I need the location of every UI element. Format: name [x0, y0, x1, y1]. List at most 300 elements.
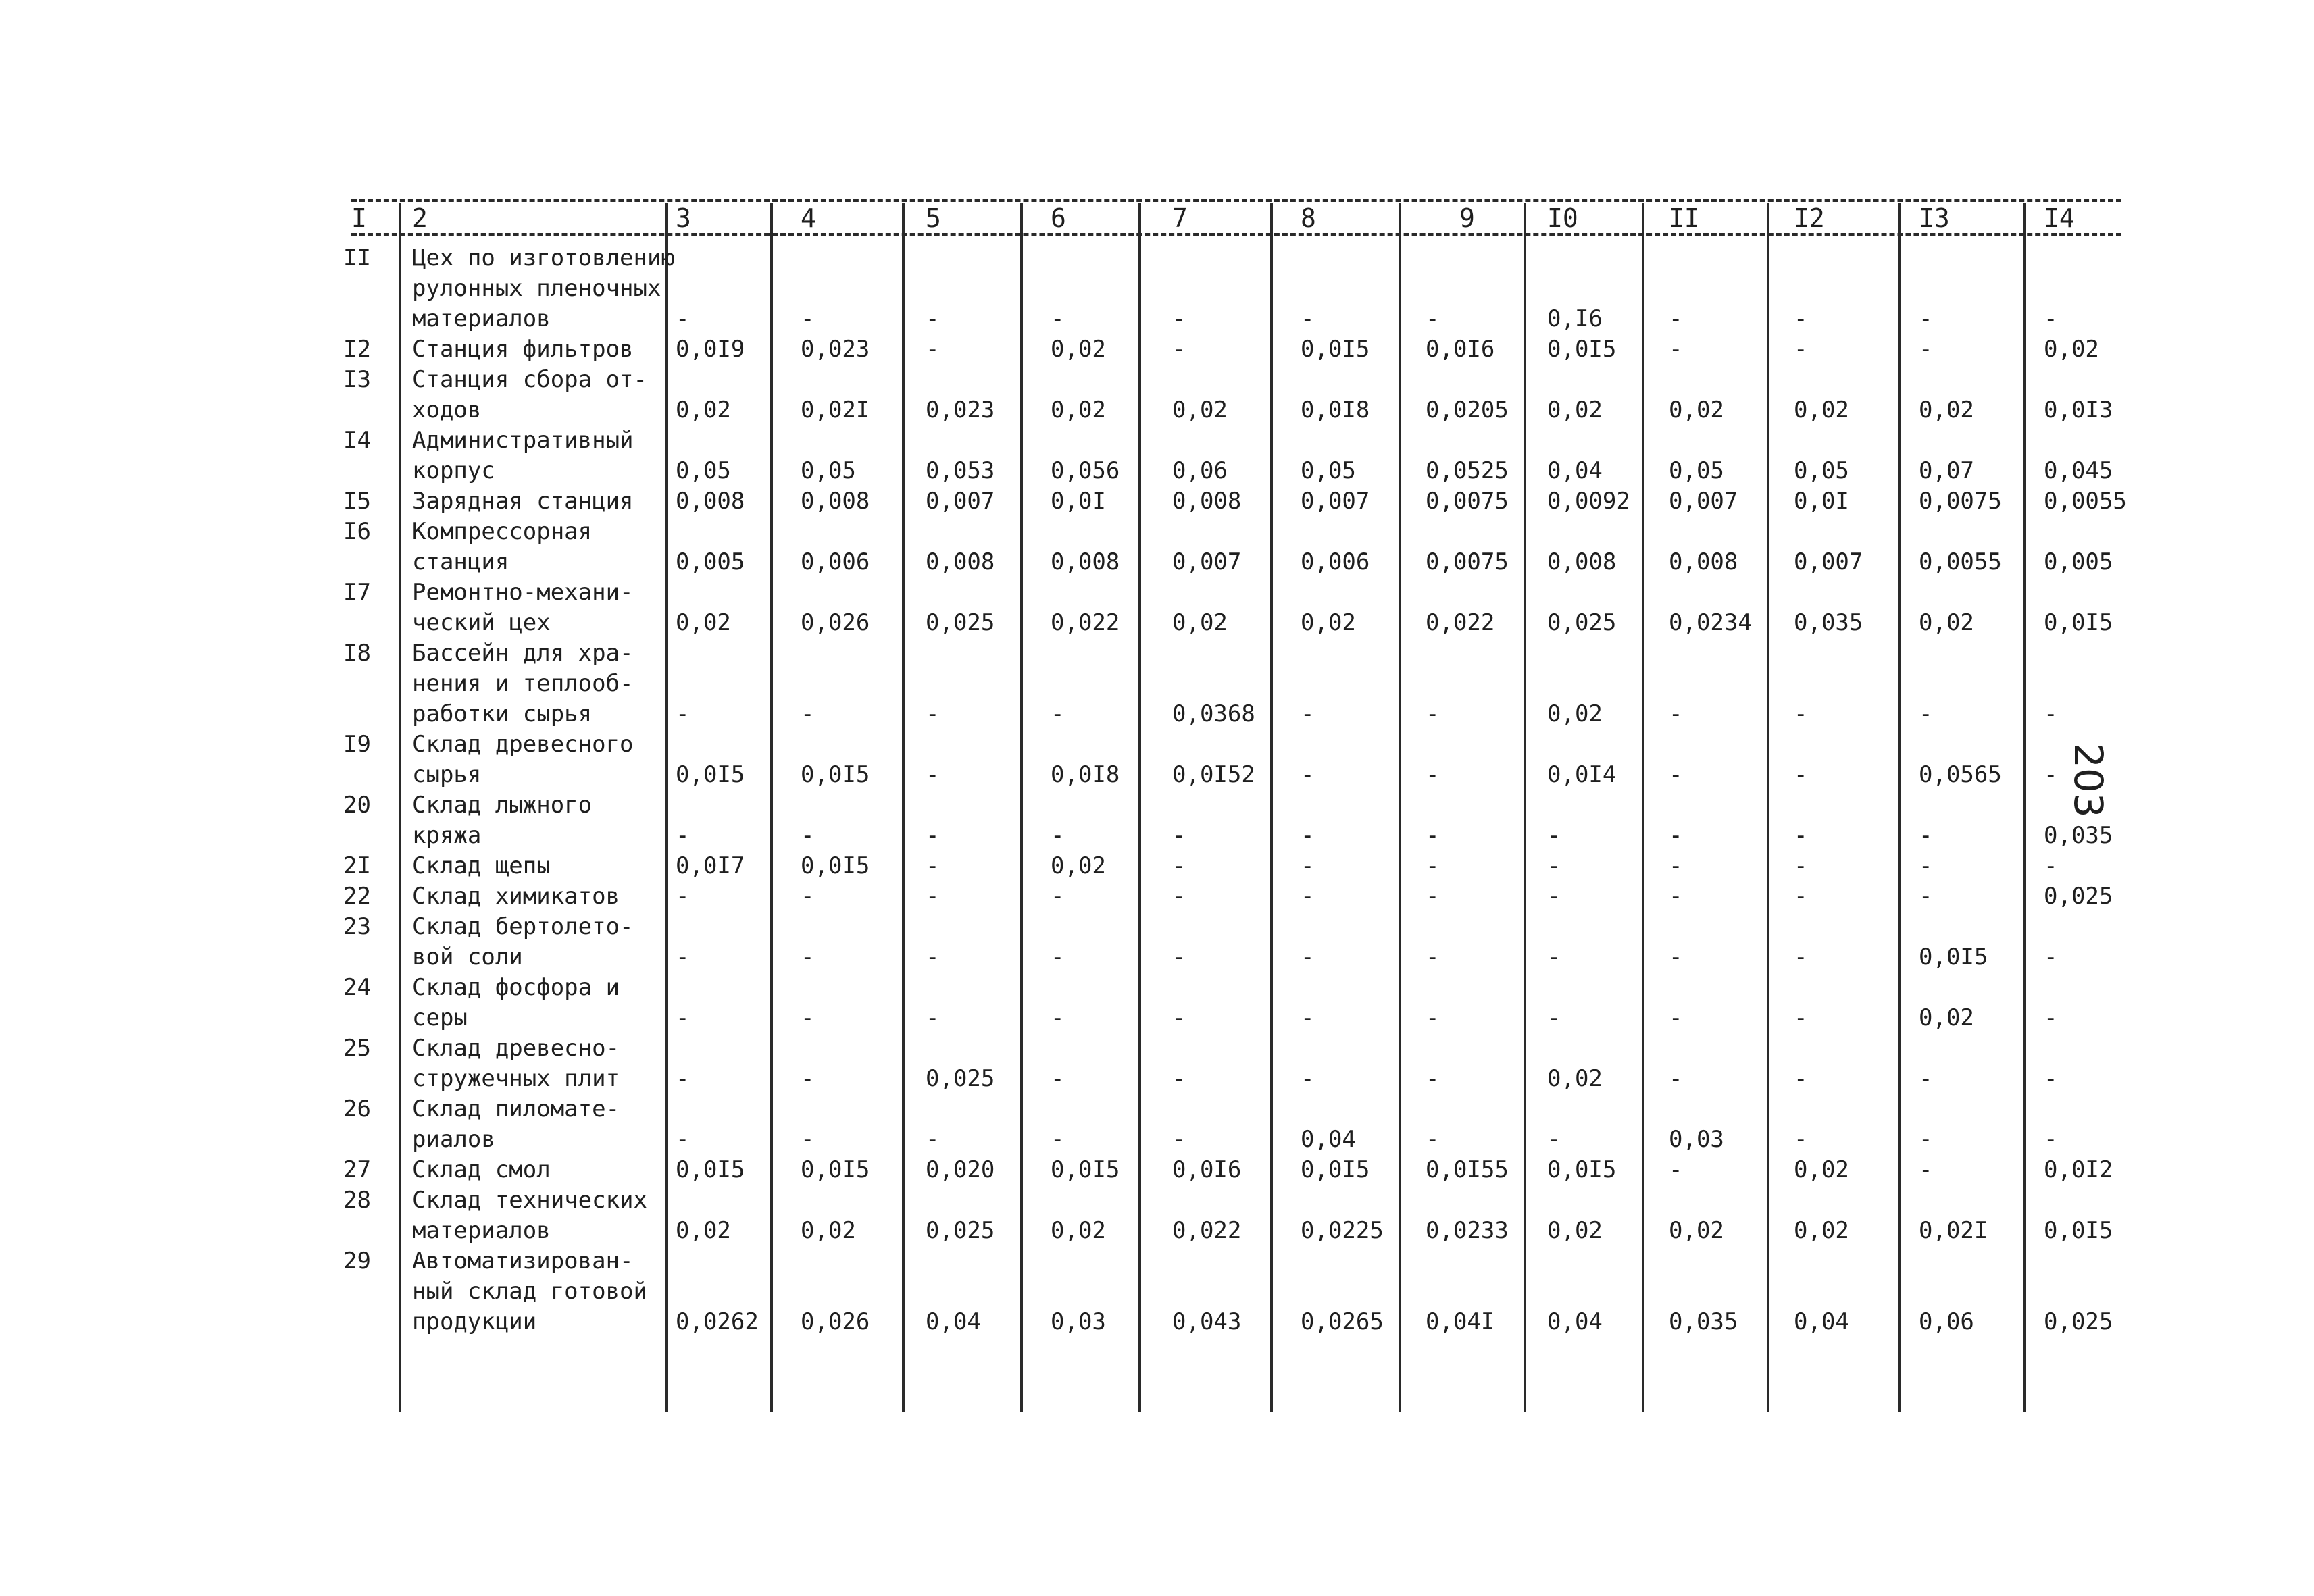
table-cell: -	[1051, 822, 1065, 849]
column-rule	[1270, 203, 1273, 1412]
table-cell: 0,0233	[1426, 1217, 1509, 1244]
table-cell: -	[801, 700, 815, 727]
table-cell: -	[801, 822, 815, 849]
table-cell: 0,008	[1051, 548, 1120, 575]
column-rule	[1399, 203, 1401, 1412]
table-cell: -	[1547, 852, 1561, 879]
table-cell: -	[801, 1004, 815, 1031]
table-cell: 0,007	[1301, 488, 1370, 515]
table-cell: 0,007	[1669, 488, 1738, 515]
table-cell: 0,02	[2044, 336, 2099, 363]
table-cell: -	[1669, 700, 1683, 727]
table-cell: 0,0I6	[1426, 336, 1495, 363]
table-cell: 0,026	[801, 1308, 870, 1335]
table-cell: 0,02	[1547, 700, 1603, 727]
table-cell: 0,0I	[1051, 488, 1106, 515]
row-name-line: ный склад готовой	[412, 1278, 647, 1305]
table-cell: -	[1794, 1004, 1808, 1031]
table-cell: -	[1547, 822, 1561, 849]
table-cell: -	[926, 1126, 940, 1153]
table-cell: -	[1669, 1065, 1683, 1092]
table-cell: 0,0265	[1301, 1308, 1384, 1335]
table-cell: 0,056	[1051, 457, 1120, 484]
row-name-line: Склад химикатов	[412, 883, 620, 910]
table-cell: 0,I6	[1547, 305, 1603, 332]
table-cell: 0,0I6	[1172, 1156, 1242, 1183]
table-cell: 0,0055	[2044, 488, 2127, 515]
table-cell: 0,0I9	[676, 336, 745, 363]
table-cell: 0,02	[676, 1217, 731, 1244]
table-cell: -	[2044, 700, 2058, 727]
table-cell: 0,008	[1547, 548, 1617, 575]
table-cell: 0,04	[1547, 457, 1603, 484]
table-cell: -	[1051, 1004, 1065, 1031]
row-name-line: серы	[412, 1004, 468, 1031]
table-cell: 0,006	[1301, 548, 1370, 575]
table-cell: -	[1301, 852, 1315, 879]
table-cell: -	[2044, 1126, 2058, 1153]
table-cell: -	[1301, 883, 1315, 910]
table-cell: -	[1547, 1126, 1561, 1153]
table-cell: -	[1301, 305, 1315, 332]
table-top-rule	[351, 199, 2121, 202]
row-name-line: Склад смол	[412, 1156, 551, 1183]
row-number: 27	[343, 1156, 371, 1183]
column-rule	[902, 203, 905, 1412]
table-cell: -	[676, 700, 690, 727]
table-cell: 0,05	[1669, 457, 1724, 484]
table-cell: 0,02	[1919, 609, 1974, 636]
table-cell: -	[1051, 305, 1065, 332]
table-cell: -	[2044, 305, 2058, 332]
table-cell: 0,0075	[1426, 548, 1509, 575]
table-cell: 0,025	[926, 1065, 995, 1092]
table-cell: 0,0225	[1301, 1217, 1384, 1244]
table-cell: -	[1669, 883, 1683, 910]
table-cell: 0,0I5	[2044, 609, 2113, 636]
table-cell: 0,005	[676, 548, 745, 575]
table-cell: 0,0I5	[1919, 944, 1988, 971]
table-cell: -	[2044, 1065, 2058, 1092]
table-cell: 0,005	[2044, 548, 2113, 575]
table-cell: 0,035	[2044, 822, 2113, 849]
table-cell: 0,06	[1172, 457, 1228, 484]
table-cell: -	[676, 305, 690, 332]
table-cell: -	[1794, 852, 1808, 879]
table-cell: -	[1172, 852, 1186, 879]
row-number: 24	[343, 974, 371, 1001]
table-cell: 0,0I5	[1547, 1156, 1617, 1183]
table-cell: 0,04	[1794, 1308, 1849, 1335]
column-rule	[770, 203, 773, 1412]
table-cell: 0,05	[676, 457, 731, 484]
table-cell: 0,043	[1172, 1308, 1242, 1335]
row-name-line: корпус	[412, 457, 495, 484]
table-cell: -	[1301, 700, 1315, 727]
table-cell: 0,02	[1794, 1156, 1849, 1183]
table-cell: 0,02	[1172, 609, 1228, 636]
table-cell: 0,0I5	[1547, 336, 1617, 363]
table-cell: 0,02	[1547, 1065, 1603, 1092]
table-cell: -	[1051, 883, 1065, 910]
table-cell: -	[1547, 1004, 1561, 1031]
table-cell: -	[1426, 700, 1440, 727]
table-cell: 0,020	[926, 1156, 995, 1183]
table-cell: 0,008	[1172, 488, 1242, 515]
row-name-line: Склад щепы	[412, 852, 551, 879]
column-header: 2	[412, 203, 428, 233]
table-cell: -	[2044, 944, 2058, 971]
table-cell: -	[1426, 305, 1440, 332]
row-name-line: Склад пиломате-	[412, 1096, 620, 1123]
column-rule	[1642, 203, 1644, 1412]
row-number: I7	[343, 579, 371, 606]
table-cell: 0,0262	[676, 1308, 759, 1335]
table-cell: -	[1426, 944, 1440, 971]
column-rule	[1138, 203, 1141, 1412]
row-name-line: Станция фильтров	[412, 336, 634, 363]
table-cell: -	[1919, 305, 1933, 332]
table-cell: -	[926, 336, 940, 363]
row-name-line: Компрессорная	[412, 518, 593, 545]
row-name-line: материалов	[412, 1217, 551, 1244]
table-cell: -	[1794, 1065, 1808, 1092]
table-cell: -	[1172, 944, 1186, 971]
table-cell: -	[1426, 883, 1440, 910]
row-number: 28	[343, 1187, 371, 1214]
table-cell: -	[1547, 883, 1561, 910]
column-rule	[665, 203, 668, 1412]
row-number: II	[343, 244, 371, 272]
table-cell: 0,02	[1669, 396, 1724, 423]
table-cell: -	[1172, 1065, 1186, 1092]
table-cell: 0,06	[1919, 1308, 1974, 1335]
table-cell: 0,04I	[1426, 1308, 1495, 1335]
table-cell: -	[1172, 305, 1186, 332]
table-cell: 0,023	[801, 336, 870, 363]
table-cell: 0,025	[2044, 1308, 2113, 1335]
table-cell: -	[1919, 1156, 1933, 1183]
table-cell: 0,0I8	[1301, 396, 1370, 423]
table-cell: -	[1669, 944, 1683, 971]
table-header-rule	[351, 233, 2121, 236]
table-cell: 0,0I5	[2044, 1217, 2113, 1244]
table-cell: -	[1426, 1004, 1440, 1031]
row-name-line: кряжа	[412, 822, 482, 849]
table-cell: -	[1426, 1065, 1440, 1092]
table-cell: 0,026	[801, 609, 870, 636]
table-cell: 0,008	[801, 488, 870, 515]
table-cell: 0,04	[1547, 1308, 1603, 1335]
row-name-line: Станция сбора от-	[412, 366, 647, 393]
column-header: 4	[801, 203, 816, 233]
table-cell: -	[2044, 761, 2058, 788]
column-header: 5	[926, 203, 941, 233]
column-header: 6	[1051, 203, 1066, 233]
table-cell: -	[1426, 852, 1440, 879]
table-cell: 0,025	[1547, 609, 1617, 636]
table-cell: -	[1794, 700, 1808, 727]
table-cell: -	[926, 1004, 940, 1031]
table-cell: 0,02	[1547, 396, 1603, 423]
column-rule	[2023, 203, 2026, 1412]
table-cell: 0,02	[676, 609, 731, 636]
table-cell: 0,025	[926, 1217, 995, 1244]
table-cell: -	[926, 852, 940, 879]
table-cell: 0,02	[1919, 1004, 1974, 1031]
column-rule	[1767, 203, 1769, 1412]
table-cell: 0,053	[926, 457, 995, 484]
row-number: I2	[343, 336, 371, 363]
table-cell: 0,0234	[1669, 609, 1752, 636]
column-header: 8	[1301, 203, 1316, 233]
table-cell: -	[1669, 1156, 1683, 1183]
table-cell: 0,022	[1426, 609, 1495, 636]
table-cell: 0,0I5	[676, 761, 745, 788]
table-cell: 0,04	[926, 1308, 981, 1335]
row-number: 20	[343, 792, 371, 819]
row-number: 23	[343, 913, 371, 940]
table-cell: -	[1794, 822, 1808, 849]
table-cell: 0,023	[926, 396, 995, 423]
table-cell: -	[1919, 1126, 1933, 1153]
table-cell: -	[1426, 822, 1440, 849]
table-cell: -	[2044, 852, 2058, 879]
table-cell: 0,007	[1794, 548, 1863, 575]
table-cell: -	[1051, 1065, 1065, 1092]
row-name-line: Автоматизирован-	[412, 1247, 634, 1275]
table-cell: 0,02	[1051, 396, 1106, 423]
table-cell: 0,008	[926, 548, 995, 575]
table-cell: -	[676, 822, 690, 849]
row-name-line: продукции	[412, 1308, 537, 1335]
row-name-line: Склад фосфора и	[412, 974, 620, 1001]
table-cell: 0,0075	[1919, 488, 2002, 515]
table-cell: -	[676, 944, 690, 971]
table-cell: -	[1426, 1126, 1440, 1153]
table-cell: 0,0565	[1919, 761, 2002, 788]
table-cell: 0,025	[2044, 883, 2113, 910]
row-name-line: Цех по изготовлению	[412, 244, 675, 272]
table-cell: -	[1794, 883, 1808, 910]
table-cell: 0,0368	[1172, 700, 1255, 727]
table-cell: -	[1669, 852, 1683, 879]
table-cell: 0,02	[1669, 1217, 1724, 1244]
table-cell: 0,0055	[1919, 548, 2002, 575]
table-cell: 0,0I4	[1547, 761, 1617, 788]
table-cell: -	[1669, 305, 1683, 332]
column-rule	[1898, 203, 1901, 1412]
table-cell: -	[1301, 761, 1315, 788]
table-cell: -	[1547, 944, 1561, 971]
table-cell: -	[926, 822, 940, 849]
table-cell: -	[801, 883, 815, 910]
column-rule	[399, 203, 401, 1412]
row-number: 2I	[343, 852, 371, 879]
table-cell: 0,04	[1301, 1126, 1356, 1153]
table-cell: -	[1172, 336, 1186, 363]
row-name-line: Бассейн для хра-	[412, 640, 634, 667]
table-cell: -	[676, 1004, 690, 1031]
table-cell: -	[1919, 1065, 1933, 1092]
table-cell: -	[1172, 1004, 1186, 1031]
table-cell: 0,02	[801, 1217, 856, 1244]
table-cell: 0,03	[1051, 1308, 1106, 1335]
row-name-line: стружечных плит	[412, 1065, 620, 1092]
table-cell: 0,0I5	[1051, 1156, 1120, 1183]
table-cell: 0,0I5	[801, 761, 870, 788]
table-cell: -	[926, 700, 940, 727]
table-cell: 0,025	[926, 609, 995, 636]
table-cell: 0,0I5	[1301, 1156, 1370, 1183]
table-cell: -	[1794, 761, 1808, 788]
table-cell: 0,007	[1172, 548, 1242, 575]
row-number: I5	[343, 488, 371, 515]
row-number: I4	[343, 427, 371, 454]
table-cell: 0,0I	[1794, 488, 1849, 515]
table-cell: -	[1301, 1004, 1315, 1031]
table-cell: 0,0I5	[1301, 336, 1370, 363]
table-cell: 0,02	[1051, 1217, 1106, 1244]
table-cell: 0,0I8	[1051, 761, 1120, 788]
table-cell: 0,02	[1051, 336, 1106, 363]
row-name-line: Склад лыжного	[412, 792, 593, 819]
row-name-line: Административный	[412, 427, 634, 454]
table-cell: -	[1669, 336, 1683, 363]
table-cell: 0,03	[1669, 1126, 1724, 1153]
table-cell: -	[926, 761, 940, 788]
table-cell: 0,02	[1794, 1217, 1849, 1244]
table-cell: 0,035	[1669, 1308, 1738, 1335]
table-cell: -	[1669, 1004, 1683, 1031]
row-name-line: нения и теплооб-	[412, 670, 634, 697]
table-cell: 0,035	[1794, 609, 1863, 636]
column-header: 3	[676, 203, 691, 233]
table-cell: 0,0I55	[1426, 1156, 1509, 1183]
table-cell: 0,0I52	[1172, 761, 1255, 788]
column-header: I	[351, 203, 367, 233]
column-header: I3	[1919, 203, 1950, 233]
table-cell: -	[1669, 822, 1683, 849]
table-cell: 0,022	[1051, 609, 1120, 636]
table-cell: -	[1172, 883, 1186, 910]
table-cell: 0,006	[801, 548, 870, 575]
table-cell: -	[1794, 305, 1808, 332]
row-number: 25	[343, 1035, 371, 1062]
table-cell: 0,008	[676, 488, 745, 515]
table-cell: -	[1794, 944, 1808, 971]
column-header: 7	[1172, 203, 1188, 233]
row-name-line: Склад древесно-	[412, 1035, 620, 1062]
row-name-line: Склад технических	[412, 1187, 647, 1214]
row-name-line: Ремонтно-механи-	[412, 579, 634, 606]
row-name-line: материалов	[412, 305, 551, 332]
table-cell: 0,02	[1547, 1217, 1603, 1244]
table-cell: 0,02	[1172, 396, 1228, 423]
table-cell: -	[1794, 336, 1808, 363]
table-cell: 0,0I5	[676, 1156, 745, 1183]
table-cell: 0,0205	[1426, 396, 1509, 423]
table-cell: -	[1919, 336, 1933, 363]
table-cell: 0,0092	[1547, 488, 1630, 515]
table-cell: 0,02I	[801, 396, 870, 423]
table-cell: -	[926, 883, 940, 910]
column-rule	[1020, 203, 1023, 1412]
row-name-line: рулонных пленочных	[412, 275, 661, 302]
table-cell: -	[1919, 822, 1933, 849]
table-cell: 0,02	[1919, 396, 1974, 423]
table-cell: 0,05	[801, 457, 856, 484]
table-cell: 0,05	[1301, 457, 1356, 484]
column-header: I0	[1547, 203, 1578, 233]
row-number: 26	[343, 1096, 371, 1123]
table-cell: 0,0I3	[2044, 396, 2113, 423]
row-number: I8	[343, 640, 371, 667]
row-name-line: станция	[412, 548, 509, 575]
table-cell: -	[2044, 1004, 2058, 1031]
table-cell: -	[1301, 944, 1315, 971]
table-cell: 0,05	[1794, 457, 1849, 484]
table-cell: 0,02	[676, 396, 731, 423]
row-name-line: Зарядная станция	[412, 488, 634, 515]
table-cell: 0,0525	[1426, 457, 1509, 484]
table-cell: -	[1301, 1065, 1315, 1092]
table-cell: -	[801, 305, 815, 332]
table-cell: 0,0I2	[2044, 1156, 2113, 1183]
row-number: 22	[343, 883, 371, 910]
table-cell: -	[1919, 700, 1933, 727]
row-name-line: сырья	[412, 761, 482, 788]
row-number: I6	[343, 518, 371, 545]
row-name-line: работки сырья	[412, 700, 593, 727]
page-number: 203	[2065, 743, 2111, 818]
row-name-line: ческий цех	[412, 609, 551, 636]
table-cell: -	[676, 1126, 690, 1153]
table-cell: -	[801, 1126, 815, 1153]
row-name-line: Склад бертолето-	[412, 913, 634, 940]
table-cell: 0,022	[1172, 1217, 1242, 1244]
table-cell: -	[1669, 761, 1683, 788]
table-cell: 0,07	[1919, 457, 1974, 484]
row-name-line: Склад древесного	[412, 731, 634, 758]
table-cell: -	[1051, 700, 1065, 727]
table-cell: -	[1051, 944, 1065, 971]
table-cell: -	[801, 944, 815, 971]
column-header: 9	[1459, 203, 1475, 233]
row-number: I3	[343, 366, 371, 393]
table-cell: 0,02	[1794, 396, 1849, 423]
table-cell: -	[676, 1065, 690, 1092]
table-cell: 0,02	[1051, 852, 1106, 879]
table-cell: -	[1794, 1126, 1808, 1153]
table-cell: -	[1172, 822, 1186, 849]
table-cell: -	[1051, 1126, 1065, 1153]
table-cell: 0,02I	[1919, 1217, 1988, 1244]
row-number: I9	[343, 731, 371, 758]
table-cell: -	[1426, 761, 1440, 788]
table-cell: -	[1919, 852, 1933, 879]
table-cell: -	[1919, 883, 1933, 910]
column-header: II	[1669, 203, 1700, 233]
table-cell: -	[1172, 1126, 1186, 1153]
row-name-line: вой соли	[412, 944, 523, 971]
table-cell: -	[926, 944, 940, 971]
table-cell: -	[676, 883, 690, 910]
table-cell: -	[1301, 822, 1315, 849]
table-cell: 0,0I5	[801, 1156, 870, 1183]
table-cell: 0,0075	[1426, 488, 1509, 515]
row-number: 29	[343, 1247, 371, 1275]
